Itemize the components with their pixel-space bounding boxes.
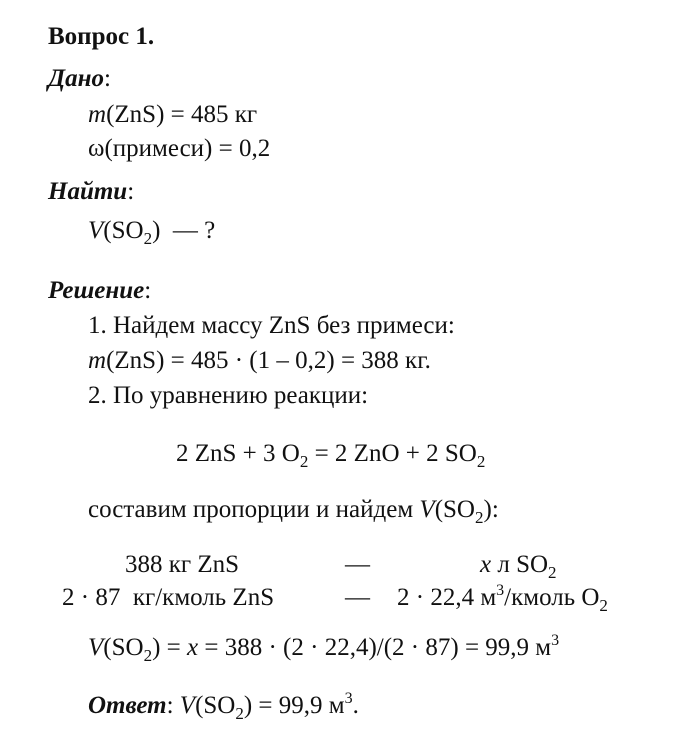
proportion-row1-left: 388 кг ZnS <box>125 551 240 578</box>
superscript: 3 <box>551 632 560 649</box>
subscript: 2 <box>476 452 486 471</box>
proportion-row1-right <box>480 550 557 580</box>
subscript: 2 <box>599 596 608 615</box>
var: V <box>88 217 104 244</box>
colon: : <box>127 178 135 205</box>
var: m <box>88 347 107 374</box>
answer <box>88 691 359 721</box>
var: V <box>179 692 196 719</box>
answer-label: Ответ <box>88 692 167 719</box>
text: = 388 · (2 · 22,4)/(2 · 87) = 99,9 м <box>198 634 552 661</box>
solution-step2: 2. По уравнению реакции: <box>88 382 369 409</box>
solution-label: Решение <box>48 277 145 304</box>
text: (SO <box>195 692 236 719</box>
text: ) = <box>152 634 188 661</box>
subscript: 2 <box>143 229 153 248</box>
proportion-row2-dash: — <box>345 584 370 611</box>
colon: : <box>103 65 111 92</box>
subscript: 2 <box>143 646 153 665</box>
var: x <box>187 634 199 661</box>
text: ): <box>483 496 499 523</box>
proportion-row2-left: 2 · 87 кг/кмоль ZnS <box>62 584 275 611</box>
subscript: 2 <box>299 452 309 471</box>
proportion-intro <box>88 495 499 525</box>
colon: : <box>144 277 152 304</box>
var: x <box>480 551 492 578</box>
proportion-row2-right <box>397 583 608 613</box>
find-label: Найти <box>48 178 128 205</box>
text: (ZnS) = 485 кг <box>106 101 258 128</box>
given-heading <box>48 64 111 94</box>
given-mass <box>88 100 257 130</box>
subscript: 2 <box>475 508 484 527</box>
text: (ZnS) = 485 · (1 – 0,2) = 388 кг. <box>106 347 431 374</box>
proportion-row1-dash: — <box>345 551 370 578</box>
text: 2 · 22,4 м <box>397 584 497 611</box>
question-title: Вопрос 1. <box>48 23 155 50</box>
subscript: 2 <box>235 704 244 723</box>
reaction-equation <box>176 439 485 469</box>
given-impurity: ω(примеси) = 0,2 <box>88 135 271 162</box>
text: ) — ? <box>152 217 216 244</box>
var: V <box>88 634 104 661</box>
given-label: Дано <box>48 65 104 92</box>
var: V <box>419 496 435 523</box>
colon: : <box>166 692 174 719</box>
text: /кмоль O <box>504 584 600 611</box>
text: = 2 ZnO + 2 SO <box>308 440 477 467</box>
text: л SO <box>491 551 549 578</box>
text: (SO <box>434 496 475 523</box>
text: (SO <box>103 217 144 244</box>
superscript: 3 <box>344 690 353 707</box>
result-calc <box>88 633 559 663</box>
find-value <box>88 216 215 246</box>
solution-heading <box>48 276 151 306</box>
subscript: 2 <box>548 563 557 582</box>
solution-step1-calc <box>88 346 431 376</box>
text: 2 ZnS + 3 O <box>176 440 300 467</box>
text: составим пропорции и найдем <box>88 496 420 523</box>
superscript: 3 <box>496 582 505 599</box>
solution-step1: 1. Найдем массу ZnS без примеси: <box>88 312 455 339</box>
text: . <box>352 692 359 719</box>
var: m <box>88 101 107 128</box>
text: ) = 99,9 м <box>243 692 345 719</box>
find-heading <box>48 177 134 207</box>
text: (SO <box>103 634 144 661</box>
